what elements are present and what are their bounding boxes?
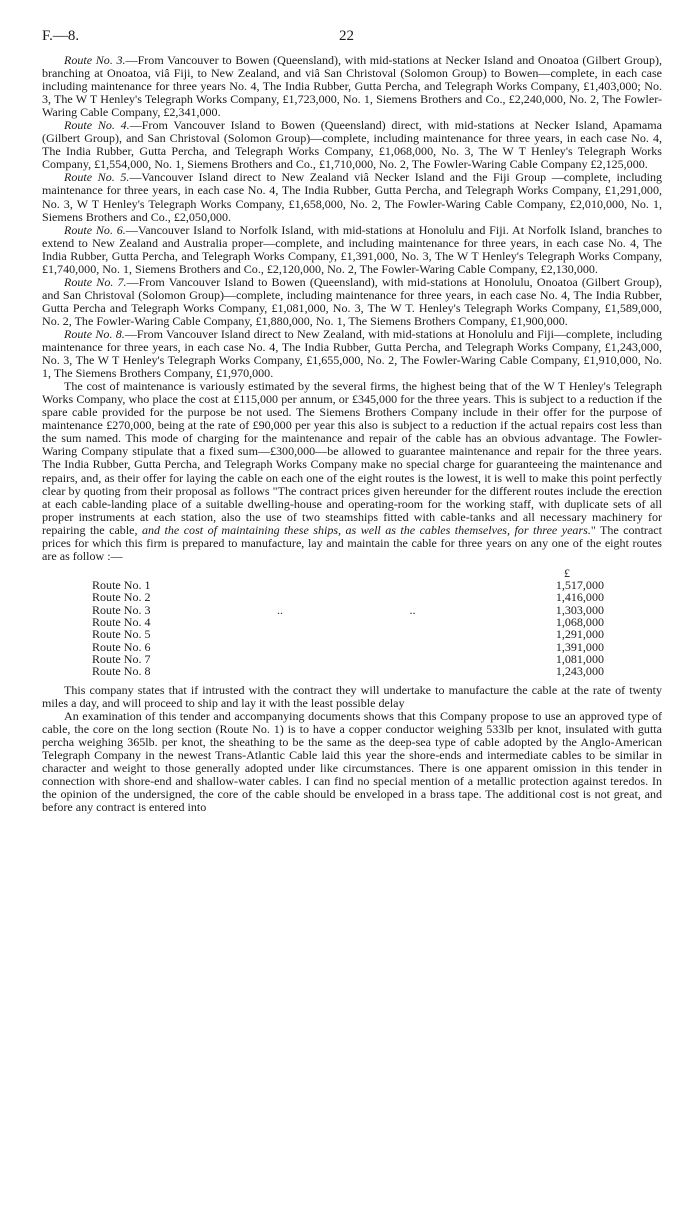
route-amount: 1,291,000	[555, 627, 604, 642]
route-name: Route No. 1	[92, 578, 151, 593]
table-row	[92, 665, 604, 677]
maintenance-italic-quote: and the cost of maintaining these ships, as well as the cables themselves, for three years.	[142, 522, 591, 537]
contract-paragraph: This company states that if intrusted with the contract they will undertake to manufacture the cable at the rate of twenty miles a day, and will proceed to ship and lay it with the least possible delay	[42, 682, 662, 710]
route-text: —From Vancouver Island to Bowen (Queensland) direct, with mid-stations at Necker Island, Apamama (Gilbert Group), and San Christoval (Solomon Group)—complete, including maintenance for three years, in each case No. 4, The India Rubber, Gutta Percha, and Telegraph Works Company, £1,068,000, No. 3, The W T Henley's Telegraph Works Company, £1,554,000, No. 1, Siemens Brothers and Co., £1,710,000, No. 2, The Fowler-Waring Cable Company £2,125,000.	[42, 118, 662, 172]
route-name: Route No. 5	[92, 627, 151, 642]
route-text: —Vancouver Island to Norfolk Island, with mid-stations at Honolulu and Fiji. At Norfolk Island, branches to extend to New Zealand and Australia proper—complete, and including maintenance for three years, in each case No. 4, The India Rubber, Gutta Percha, and Telegraph Works Company, £1,391,000, No. 3, The W T Henley's Telegraph Works Company, £1,740,000, No. 1, Siemens Brothers and Co., £2,120,000, No. 2, The Fowler-Waring Cable Company, £2,130,000.	[42, 222, 662, 276]
route-paragraph	[42, 119, 662, 171]
route-amount: 1,303,000	[555, 602, 604, 617]
route-label: Route No. 5.	[64, 170, 130, 185]
route-leader: ..	[277, 602, 284, 617]
route-paragraph	[42, 171, 662, 223]
route-name: Route No. 7	[92, 651, 151, 666]
route-name: Route No. 2	[92, 590, 151, 605]
table-row	[92, 616, 604, 628]
route-leader: ..	[409, 602, 416, 617]
route-label: Route No. 6.	[64, 222, 126, 237]
route-name: Route No. 3	[92, 602, 151, 617]
route-paragraph	[42, 328, 662, 380]
route-amount: 1,081,000	[555, 651, 604, 666]
route-label: Route No. 3.	[64, 53, 126, 67]
route-amount: 1,068,000	[555, 615, 604, 630]
table-row	[92, 604, 604, 616]
table-row	[92, 579, 604, 591]
table-row	[92, 591, 604, 603]
route-paragraph	[42, 54, 662, 119]
route-label: Route No. 8.	[64, 326, 125, 341]
route-text: —From Vancouver Island to Bowen (Queensland), with mid-stations at Honolulu, Onoatoa (Gilbert Group), and San Christoval (Solomon Group)—complete, including maintenance for three years, in each case No. 4, The India Rubber, Gutta Percha and Telegraph Works Company, £1,081,000, No. 3, The W T. Henley's Telegraph Works Company, £1,589,000, No. 2, The Fowler-Waring Cable Company, £1,880,000, No. 1, The Siemens Brothers Company, £1,900,000.	[42, 274, 662, 328]
route-label: Route No. 4.	[64, 118, 130, 133]
route-price-table	[92, 567, 604, 678]
route-amount: 1,416,000	[555, 590, 604, 605]
route-paragraph	[42, 224, 662, 276]
route-name: Route No. 6	[92, 639, 151, 654]
route-amount: 1,517,000	[555, 578, 604, 593]
route-amount: 1,243,000	[555, 664, 604, 679]
table-row	[92, 628, 604, 640]
route-amount: 1,391,000	[555, 639, 604, 654]
route-text: —From Vancouver Island direct to New Zealand, with mid-stations at Honolulu and Fiji—complete, including maintenance for three years, in each case No. 4, The India Rubber, Gutta Percha, and Telegraph Works Company, £1,243,000, No. 3, The W T Henley's Telegraph Works Company, £1,655,000, No. 2, The Fowler-Waring Cable Company, £1,910,000, No. 1, The Siemens Brothers Company, £1,970,000.	[42, 326, 662, 381]
route-name: Route No. 8	[92, 664, 151, 679]
examination-paragraph: An examination of this tender and accompanying documents shows that this Company propose to use an approved type of cable, the core on the long section (Route No. 1) is to have a copper conductor weighing 533lb per knot, insulated with gutta percha weighing 365lb. per knot, the sheathing to be the same as the deep-sea type of cable adopted by the Anglo-American Telegraph Company in the newest Trans-Atlantic Cable laid this year the shore-ends and intermediate cables to be similar in character and weight to those generally adopted under like circumstances. There is one apparent omission in this tender in connection with shore-end and shallow-water cables. I can find no special mention of a metallic protection against teredos. In the opinion of the undersigned, the core of the cable should be enveloped in a brass tape. The additional cost is not great, and before any contract is entered into	[42, 708, 662, 814]
maintenance-text: The cost of maintenance is variously estimated by the several firms, the highest being that of the W T Henley's Telegraph Works Company, who place the cost at £115,000 per annum, or £345,000 for the three years. This is subject to a reduction if the spare cable provided for the purpose be not used. The Siemens Brothers Company include in their offer for the purpose of maintenance £270,000, being at the rate of £90,000 per year this also is subject to a reduction if the actual repairs cost less than the sum named. This mode of charging for the maintenance and repair of the cable has an obvious advantage. The Fowler-Waring Company stipulate that a fixed sum—£300,000—be allowed to guarantee maintenance and repair for the three years. The India Rubber, Gutta Percha, and Telegraph Works Company make no special charge for guaranteeing the maintenance and repairs, and, as their offer for laying the cable on each one of the eight routes is the lowest, it is well to make this point perfectly clear by quoting from their proposal as follows "The contract prices given hereunder for the different routes include the erection at each cable-landing place of a suitable dwelling-house and operating-room for the working staff, with duplicate sets of all proper instruments at each station, also the use of two steamships fitted with cable-tanks and all necessary machinery for repairing the cable,	[42, 379, 662, 537]
route-label: Route No. 7.	[64, 274, 127, 289]
table-row	[92, 641, 604, 653]
route-name: Route No. 4	[92, 615, 151, 630]
route-text: —From Vancouver to Bowen (Queensland), with mid-stations at Necker Island and Onoatoa (Gilbert Group), branching at Onoatoa, viâ Fiji, to New Zealand, and viâ San Christoval (Solomon Group) to Bowen—complete, in each case including maintenance for three years No. 4, The India Rubber, Gutta Percha, and Telegraph Works Company, £1,403,000; No. 3, The W T Henley's Telegraph Works Company, £1,723,000, No. 1, Siemens Brothers and Co., £2,240,000, No. 2, The Fowler-Waring Cable Company, £2,341,000.	[42, 53, 662, 120]
document-reference: F.—8.	[42, 28, 80, 44]
maintenance-paragraph	[42, 380, 662, 563]
currency-header: £	[563, 565, 570, 580]
table-row	[92, 653, 604, 665]
page-number: 22	[339, 28, 354, 44]
maintenance-text-after: " The contract prices for which this firm is prepared to manufacture, lay and maintain the cable for three years on any one of the eight routes are as follow :—	[42, 522, 662, 563]
route-paragraph	[42, 276, 662, 328]
page-header	[42, 30, 662, 54]
route-text: —Vancouver Island direct to New Zealand viâ Necker Island and the Fiji Group —complete, including maintenance for three years, in each case No. 4, The India Rubber, Gutta Percha, and Telegraph Works Company, £1,291,000, No. 3, W T Henley's Telegraph Works Company, £1,658,000, No. 2, The Fowler-Waring Cable Company, £2,010,000, No. 1, Siemens Brothers and Co., £2,050,000.	[42, 170, 663, 224]
